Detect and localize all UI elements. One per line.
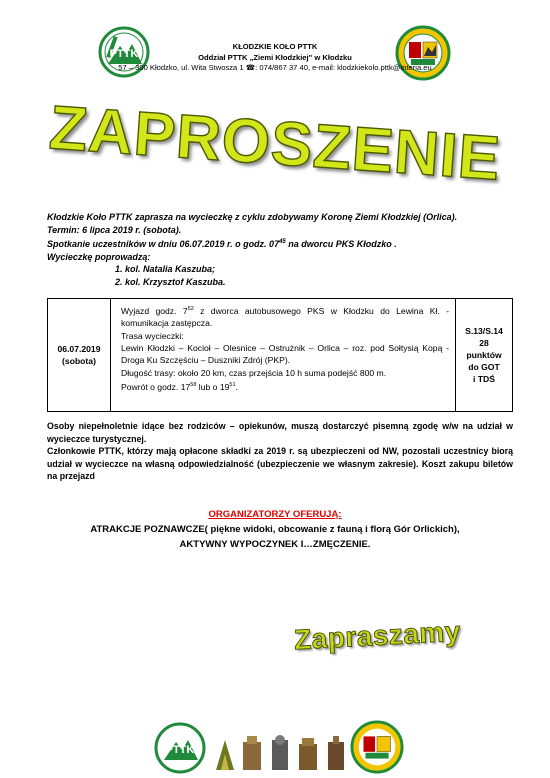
page-title: ZAPROSZENIE xyxy=(47,93,503,194)
svg-text:PTTK: PTTK xyxy=(109,48,139,60)
event-table xyxy=(47,298,513,412)
event-points-cell xyxy=(456,299,512,411)
intro-block xyxy=(47,211,517,288)
badge-icon xyxy=(324,734,348,772)
route-text: Lewin Kłodzki – Kocioł – Olesnice – Ostrużnik – Orlica – roz. pod Sołtysią Kopą - Droga Ku Szczęściu – Duszniki Zdrój (PKP). xyxy=(121,343,449,366)
event-day: (sobota) xyxy=(62,356,96,366)
guide-item: 2. kol. Krzysztof Kaszuba. xyxy=(115,276,226,287)
points-got: do GOT xyxy=(468,362,500,372)
points-tds: i TDŚ xyxy=(473,374,495,384)
organizers-line: AKTYWNY WYPOCZYNEK I…ZMĘCZENIE. xyxy=(179,539,371,550)
intro-line: Kłodzkie Koło PTTK zaprasza na wycieczkę z cyklu zdobywamy Koronę Ziemi Kłodzkiej (Orlica). xyxy=(47,212,458,222)
notes-block xyxy=(47,420,513,483)
minors-note: Osoby niepełnoletnie idące bez rodziców – opiekunów, muszą dostarczyć pisemną zgodę w/w na udział w wycieczce turystycznej. xyxy=(47,421,513,444)
svg-text:PTTK: PTTK xyxy=(165,744,195,756)
header-block xyxy=(0,42,550,74)
event-date-cell xyxy=(48,299,111,411)
route-label: Trasa wycieczki: xyxy=(121,330,184,341)
guides-label: Wycieczkę poprowadzą: xyxy=(47,251,151,262)
organizers-line: ATRAKCJE POZNAWCZE( piękne widoki, obcowanie z fauną i florą Gór Orlickich), xyxy=(90,524,460,535)
organizers-heading: ORGANIZATORZY OFERUJĄ: xyxy=(208,509,342,520)
badge-icon xyxy=(296,734,320,772)
org-branch: Oddział PTTK „Ziemi Kłodzkiej" w Kłodzku xyxy=(198,52,352,62)
return-text: Powrót o godz. $17^{58}$ lub o $19^{51}$. xyxy=(121,382,238,393)
points-number: 28 xyxy=(479,338,489,348)
points-word: punktów xyxy=(466,350,502,360)
meeting-line: Spotkanie uczestników w dniu 06.07.2019 r. o godz. $07^{45}$ na dworcu PKS Kłodzko . xyxy=(47,239,397,249)
departure-text: Wyjazd godz. $7^{52}$ z dworca autobusowego PKS w Kłodzku do Lewina Kł. - komunikacja zastępcza. xyxy=(121,305,449,329)
intro-date: Termin: 6 lipca 2019 r. (sobota). xyxy=(47,224,182,235)
insurance-note: Członkowie PTTK, którzy mają opłacone składki za 2019 r. są ubezpieczeni od NW, pozostali uczestnicy biorą udział w wycieczce na własną odpowiedzialność (ubezpieczenie we własnym zakresie). Koszt zakupu biletów na przejazd xyxy=(47,446,513,482)
pttk-logo-bottom xyxy=(154,722,206,774)
badge-icon xyxy=(214,736,236,772)
badge-ref: S.13/S.14 xyxy=(465,326,503,336)
badge-icon xyxy=(268,734,292,772)
badge-icon xyxy=(240,734,264,772)
event-details-cell xyxy=(111,299,456,411)
event-date: 06.07.2019 xyxy=(57,343,101,354)
route-length: Długość trasy: około 20 km, czas przejścia 10 h suma podejść 800 m. xyxy=(121,367,387,378)
ziemia-klodzka-emblem-bottom xyxy=(350,720,404,774)
closing-signature: Zapraszamy xyxy=(293,615,462,656)
org-name: KŁODZKIE KOŁO PTTK xyxy=(232,42,318,51)
guide-item: 1. kol. Natalia Kaszuba; xyxy=(115,264,216,274)
org-address: 57 – 300 Kłodzko, ul. Wita Stwosza 1 ☎: 074/867 37 40, e-mail: klodzkiekolo.pttk@interia.eu xyxy=(118,63,432,72)
